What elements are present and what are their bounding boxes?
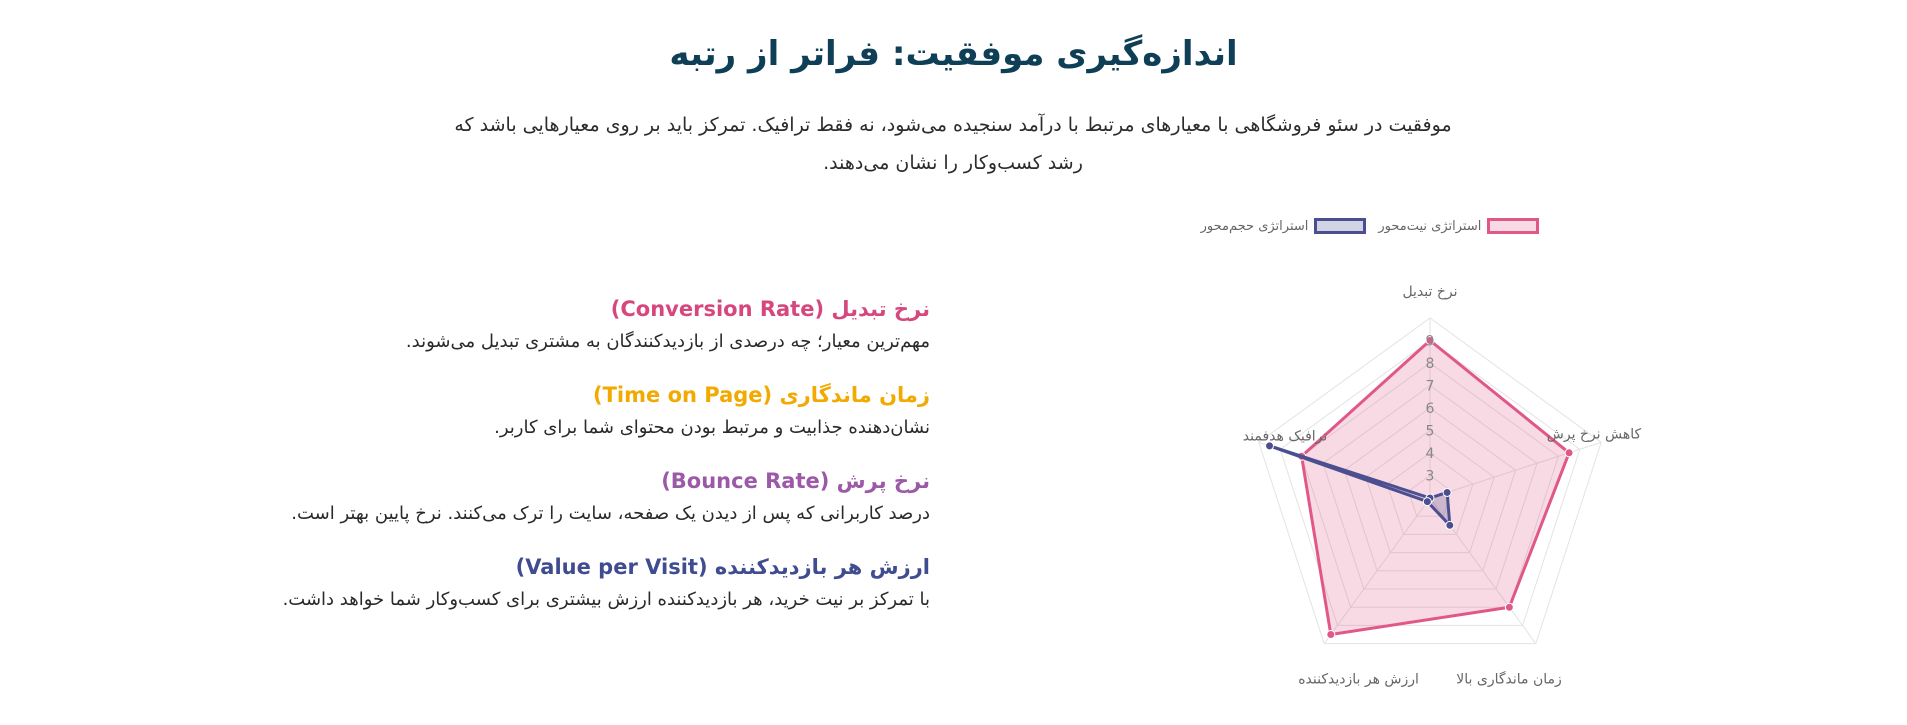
data-point <box>1565 449 1573 457</box>
data-point <box>1443 488 1451 496</box>
axis-label: کاهش نرخ پرش <box>1546 426 1642 443</box>
axis-label: ترافیک هدفمند <box>1242 428 1328 445</box>
tick-label: 6 <box>1425 401 1435 417</box>
legend-swatch-intent <box>1487 218 1539 234</box>
axis-label: ارزش هر بازدیدکننده <box>1298 671 1419 688</box>
tick-label: 8 <box>1425 356 1435 372</box>
tick-label: 5 <box>1425 423 1435 440</box>
metric-title: ارزش هر بازدیدکننده (Value per Visit) <box>515 555 930 579</box>
metric-time-on-page <box>180 378 930 444</box>
axis-label: زمان ماندگاری بالا <box>1456 671 1562 688</box>
legend-label-volume: استراتژی حجم‌محور <box>1200 218 1309 234</box>
legend-item-volume[interactable] <box>1201 218 1367 234</box>
metric-title: نرخ تبدیل (Conversion Rate) <box>610 297 930 321</box>
tick-label: 3 <box>1425 468 1435 485</box>
axis-label: نرخ تبدیل <box>1402 284 1458 300</box>
metric-bounce-rate <box>180 464 930 530</box>
legend-label-intent: استراتژی نیت‌محور <box>1378 218 1482 234</box>
metric-description: درصد کاربرانی که پس از دیدن یک صفحه، سایت را ترک می‌کنند. نرخ پایین بهتر است. <box>291 503 930 524</box>
tick-label: 4 <box>1425 446 1435 462</box>
radar-chart <box>1110 210 1770 710</box>
metrics-list <box>180 292 930 636</box>
legend-swatch-volume <box>1314 218 1366 234</box>
chart-legend <box>1110 218 1630 234</box>
metric-title: زمان ماندگاری (Time on Page) <box>593 383 930 407</box>
tick-label: 7 <box>1425 378 1435 395</box>
metric-description: نشان‌دهنده جذابیت و مرتبط بودن محتوای شما برای کاربر. <box>494 417 930 438</box>
metric-conversion-rate <box>180 292 930 358</box>
page-title: اندازه‌گیری موفقیت: فراتر از رتبه <box>669 34 1238 74</box>
metric-description: با تمرکز بر نیت خرید، هر بازدیدکننده ارزش بیشتری برای کسب‌وکار شما خواهد داشت. <box>282 589 930 610</box>
series-polygon-0 <box>1302 341 1569 635</box>
metric-description: مهم‌ترین معیار؛ چه درصدی از بازدیدکنندگان به مشتری تبدیل می‌شوند. <box>405 331 930 352</box>
tick-label: 9 <box>1425 333 1435 350</box>
metric-value-per-visit <box>180 550 930 616</box>
page-subtitle: موفقیت در سئو فروشگاهی با معیارهای مرتبط با درآمد سنجیده می‌شود، نه فقط ترافیک. تمرکز باید بر روی معیارهایی باشد که رشد کسب‌وکار را نشان می‌دهند. <box>454 114 1452 174</box>
data-point <box>1423 498 1431 506</box>
data-point <box>1327 631 1335 639</box>
legend-item-intent[interactable] <box>1378 218 1539 234</box>
data-point <box>1446 521 1454 529</box>
metric-title: نرخ پرش (Bounce Rate) <box>661 469 930 493</box>
data-point <box>1505 603 1513 611</box>
radar-svg <box>1110 210 1770 710</box>
